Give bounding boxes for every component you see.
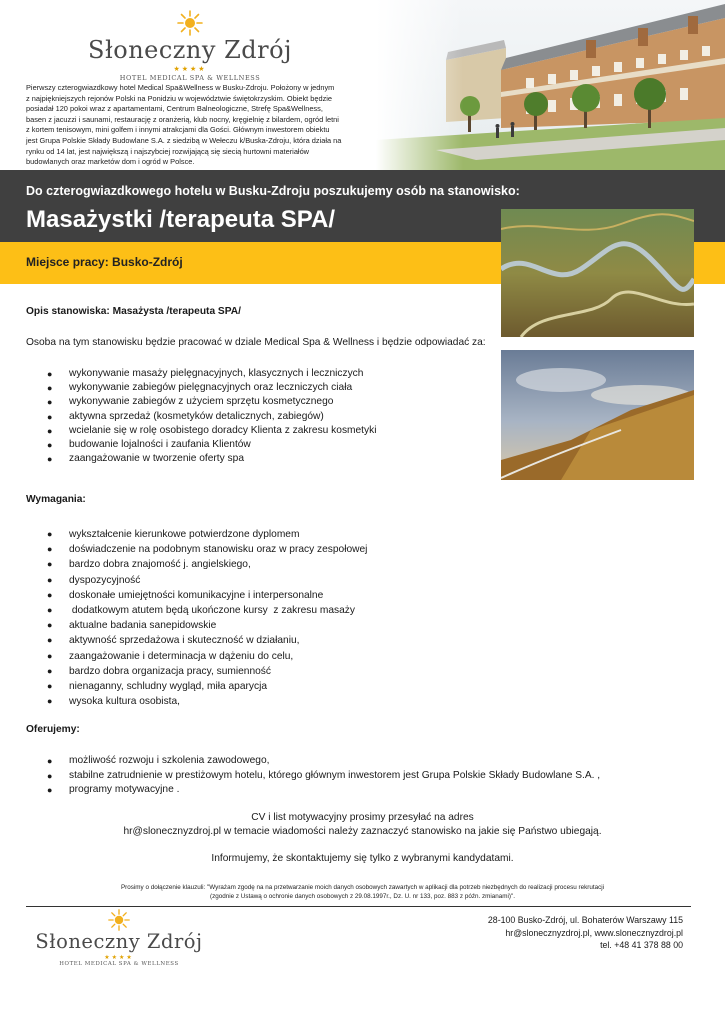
list-item-text: programy motywacyjne . <box>69 784 180 795</box>
bullet-icon: ● <box>47 770 53 781</box>
logo-stars: ★★★★ <box>104 954 134 961</box>
hotel-intro <box>26 83 356 168</box>
apply-email-line: hr@slonecznyzdroj.pl w temacie wiadomości należy zaznaczyć stanowisko na jakie się Państwo ubiegają. <box>123 826 602 837</box>
list-item-text: wykształcenie kierunkowe potwierdzone dyplomem <box>69 529 300 540</box>
position-title: Masażystki /terapeuta SPA/ <box>26 206 336 233</box>
sun-icon <box>108 909 130 931</box>
offer-heading: Oferujemy: <box>26 724 80 735</box>
bullet-icon: ● <box>47 411 53 422</box>
list-item-text: wcielanie się w rolę osobistego doradcy Klienta z zakresu kosmetyki <box>69 424 377 436</box>
list-item-text: zaangażowanie i determinacja w dążeniu do celu, <box>69 650 294 662</box>
intro-line: jest Grupa Polskie Składy Budowlane S.A. z siedzibą w Wełeczu k/Buska-Zdroju, która działa na <box>26 135 342 145</box>
list-item-text: nienaganny, schludny wygląd, miła aparycja <box>69 680 268 692</box>
work-location: Miejsce pracy: Busko-Zdrój <box>26 255 183 269</box>
list-item <box>47 694 367 709</box>
contact-address: 28-100 Busko-Zdrój, ul. Bohaterów Warszawy 115 <box>487 915 683 925</box>
bullet-icon: ● <box>47 635 53 646</box>
bullet-icon: ● <box>47 383 53 394</box>
list-item-text: możliwość rozwoju i szkolenia zawodowego, <box>69 755 270 766</box>
list-item-text: wysoka kultura osobista, <box>69 696 180 708</box>
list-item <box>47 527 367 542</box>
offer-list <box>47 754 601 798</box>
description-heading: Opis stanowiska: Masażysta /terapeuta SPA/ <box>26 306 241 317</box>
logo-subtitle: HOTEL MEDICAL SPA & WELLNESS <box>59 961 179 967</box>
list-item-text: dyspozycyjność <box>69 574 141 586</box>
bullet-icon: ● <box>47 425 53 436</box>
list-item <box>47 679 367 694</box>
footer-divider <box>26 906 691 907</box>
intro-line: posiadał 120 pokoi wraz z apartamentami, Centrum Balneologiczne, Strefę Spa&Wellness, <box>26 104 323 114</box>
sun-icon <box>177 10 203 36</box>
list-item-text: doskonałe umiejętności komunikacyjne i interpersonalne <box>69 589 324 601</box>
bullet-icon: ● <box>47 604 53 615</box>
list-item <box>47 367 376 381</box>
contact-block <box>488 914 683 952</box>
bullet-icon: ● <box>47 650 53 661</box>
list-item-text: aktualne badania sanepidowskie <box>69 620 217 632</box>
bullet-icon: ● <box>47 665 53 676</box>
list-item-text: stabilne zatrudnienie w prestiżowym hotelu, którego głównym inwestorem jest Grupa Polskie Składy Budowlane S.A. , <box>69 769 601 781</box>
requirements-list <box>47 527 368 709</box>
bullet-icon: ● <box>47 397 53 408</box>
list-item-text: wykonywanie zabiegów z użyciem sprzętu kosmetycznego <box>69 396 334 408</box>
hotel-logo <box>78 10 302 82</box>
requirements-heading: Wymagania: <box>26 494 86 505</box>
list-item-text: bardzo dobra znajomość j. angielskiego, <box>69 559 251 571</box>
list-item-text: dodatkowym atutem będą ukończone kursy z zakresu masaży <box>69 604 355 616</box>
contact-email-web[interactable]: hr@slonecznyzdroj.pl, www.slonecznyzdroj.pl <box>505 927 683 938</box>
list-item-text: wykonywanie zabiegów pielęgnacyjnych oraz leczniczych ciała <box>69 382 353 394</box>
list-item <box>47 783 600 798</box>
banner-lead: Do czterogwiazdkowego hotelu w Busku-Zdroju poszukujemy osób na stanowisko: <box>26 184 520 198</box>
list-item-text: aktywna sprzedaż (kosmetyków detalicznych, zabiegów) <box>69 410 324 422</box>
intro-line: basen z jacuzzi i saunami, restaurację z oranżerią, klub nocny, kręgielnię z bilardem, ogród letni <box>26 114 339 124</box>
list-item <box>47 438 376 452</box>
list-item <box>47 664 367 679</box>
bullet-icon: ● <box>47 620 53 631</box>
apply-instructions: CV i list motywacyjny prosimy przesyłać na adres <box>251 812 474 823</box>
consent-clause-law: (zgodnie z Ustawą o ochronie danych osobowych z 29.08.1997r., Dz. U. nr 133, poz. 883 z późn. zmianami)". <box>210 893 515 900</box>
list-item <box>47 557 367 572</box>
list-item-text: wykonywanie masaży pielęgnacyjnych, klasycznych i leczniczych <box>69 368 364 379</box>
description-intro: Osoba na tym stanowisku będzie pracować w dziale Medical Spa & Wellness i będzie odpowiadać za: <box>26 337 486 348</box>
logo-name: Słoneczny Zdrój <box>88 36 292 64</box>
list-item <box>47 618 367 633</box>
list-item <box>47 395 376 409</box>
bullet-icon: ● <box>47 756 53 766</box>
river-aerial-photo <box>501 209 694 337</box>
bullet-icon: ● <box>47 785 53 795</box>
list-item-text: budowanie lojalności i zaufania Klientów <box>69 438 251 450</box>
list-item <box>47 542 368 557</box>
candidate-notice: Informujemy, że skontaktujemy się tylko z wybranymi kandydatami. <box>211 853 514 864</box>
bullet-icon: ● <box>47 369 53 379</box>
bullet-icon: ● <box>47 439 53 450</box>
intro-line: budowlanych oraz marketów dom i ogród w Polsce. <box>26 157 195 167</box>
bullet-icon: ● <box>47 454 53 465</box>
intro-line: z kortem tenisowym, mini golfem i innymi atrakcjami dla Gości. Głównym inwestorem obiektu <box>26 125 330 135</box>
hills-landscape-photo <box>501 350 694 480</box>
intro-line: Pierwszy czterogwiazdkowy hotel Medical Spa&Wellness w Busku-Zdroju. Położony w jednym <box>26 83 335 92</box>
list-item <box>47 754 600 769</box>
list-item-text: doświadczenie na podobnym stanowisku oraz w pracy zespołowej <box>69 544 368 556</box>
logo-name: Słoneczny Zdrój <box>35 930 203 953</box>
intro-line: rynku od 14 lat, jest największą i najszybciej rozwijającą się siecią hurtowni materiałów <box>26 146 310 156</box>
list-item-text: aktywność sprzedażowa i skuteczność w działaniu, <box>69 635 300 647</box>
bullet-icon: ● <box>47 574 53 585</box>
list-item-text: bardzo dobra organizacja pracy, sumienność <box>69 665 271 677</box>
logo-subtitle: HOTEL MEDICAL SPA & WELLNESS <box>119 74 261 82</box>
hotel-rendering-image <box>376 0 725 170</box>
bullet-icon: ● <box>47 544 53 555</box>
list-item <box>47 424 377 438</box>
consent-clause: Prosimy o dołączenie klauzuli: "Wyrażam zgodę na na przetwarzanie moich danych osobowych zawartych w aplikacji dla potrzeb niezbędnych do realizacji procesu rekrutacji <box>120 884 605 891</box>
bullet-icon: ● <box>47 696 53 707</box>
bullet-icon: ● <box>47 559 53 570</box>
list-item <box>47 649 367 664</box>
list-item <box>47 769 601 784</box>
contact-phone: tel. +48 41 378 88 00 <box>600 940 683 951</box>
logo-stars: ★★★★ <box>173 65 207 73</box>
list-item-text: zaangażowanie w tworzenie oferty spa <box>69 453 244 465</box>
list-item <box>47 452 376 466</box>
footer-logo <box>28 909 210 965</box>
bullet-icon: ● <box>47 529 53 539</box>
list-item <box>47 603 367 618</box>
list-item <box>47 588 367 603</box>
list-item <box>47 573 367 588</box>
bullet-icon: ● <box>47 680 53 691</box>
list-item <box>47 633 367 648</box>
bullet-icon: ● <box>47 589 53 600</box>
intro-line: z najpiękniejszych rejonów Polski na Ponidziu w województwie świętokrzyskim. Obiekt będzie <box>26 93 333 103</box>
list-item <box>47 410 376 424</box>
duties-list <box>47 367 377 466</box>
list-item <box>47 381 376 395</box>
